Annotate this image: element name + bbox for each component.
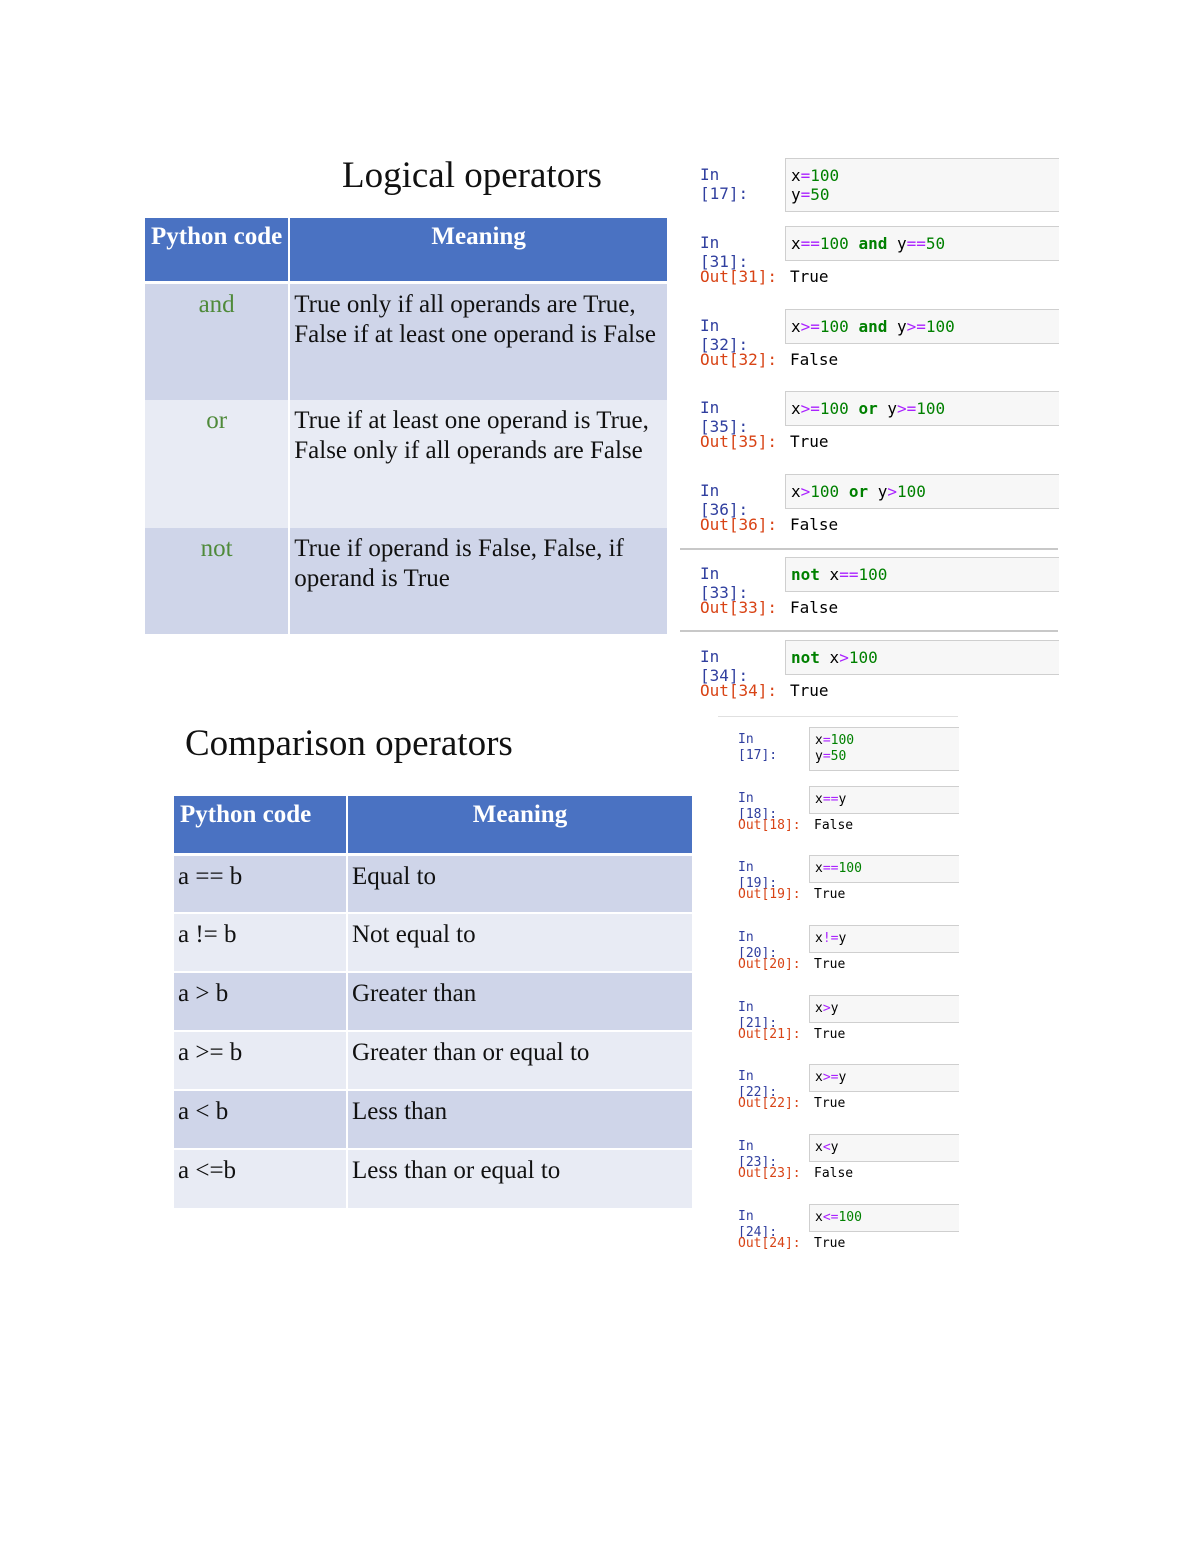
code-input-cell[interactable] — [785, 309, 1059, 344]
comparison-title: Comparison operators — [185, 723, 513, 764]
operator-meaning: Greater than — [347, 972, 692, 1031]
operator-code: a == b — [174, 854, 347, 913]
header-python-code: Python code — [174, 796, 347, 854]
output-value: True — [814, 957, 846, 972]
code-input-cell[interactable] — [809, 1134, 959, 1162]
input-prompt: In [23]: — [738, 1139, 778, 1170]
output-value: True — [814, 1096, 846, 1111]
cell-separator — [680, 630, 1058, 632]
code-input-cell[interactable] — [785, 226, 1059, 261]
output-value: False — [814, 818, 854, 833]
output-prompt: Out[21]: — [738, 1027, 801, 1042]
table-row — [145, 528, 667, 634]
input-prompt: In [35]: — [700, 398, 749, 436]
code-text: x>=100 or y>=100 — [791, 399, 946, 418]
output-prompt: Out[20]: — [738, 957, 801, 972]
input-prompt: In [19]: — [738, 860, 778, 891]
table-row — [174, 1090, 692, 1149]
output-prompt: Out[36]: — [700, 515, 778, 534]
code-text: x>=y — [815, 1070, 847, 1085]
code-text: x==100 — [815, 861, 862, 876]
input-prompt: In [32]: — [700, 316, 749, 354]
output-prompt: Out[32]: — [700, 350, 778, 369]
code-text: not x==100 — [791, 565, 888, 584]
output-prompt: Out[24]: — [738, 1236, 801, 1251]
code-input-cell[interactable] — [785, 391, 1059, 426]
logical-title: Logical operators — [342, 155, 602, 196]
output-value: False — [790, 350, 839, 369]
output-prompt: Out[19]: — [738, 887, 801, 902]
cell-separator — [718, 716, 958, 717]
operator-code: a < b — [174, 1090, 347, 1149]
code-text: x!=y — [815, 931, 847, 946]
input-prompt: In [33]: — [700, 564, 749, 602]
input-prompt: In [20]: — [738, 930, 778, 961]
output-prompt: Out[18]: — [738, 818, 801, 833]
code-text: x=100 y=50 — [791, 166, 840, 204]
input-prompt: In [36]: — [700, 481, 749, 519]
comparison-operators-table — [174, 796, 692, 1208]
code-input-cell[interactable] — [809, 786, 959, 814]
operator-meaning: Equal to — [347, 854, 692, 913]
header-meaning: Meaning — [289, 218, 667, 282]
operator-code: a <=b — [174, 1149, 347, 1208]
code-input-cell[interactable] — [809, 925, 959, 953]
input-prompt: In [22]: — [738, 1069, 778, 1100]
operator-meaning: Less than — [347, 1090, 692, 1149]
code-text: x<y — [815, 1140, 839, 1155]
table-row — [174, 1149, 692, 1208]
operator-meaning: True if at least one operand is True, False only if all operands are False — [289, 400, 667, 528]
output-value: False — [814, 1166, 854, 1181]
output-value: True — [790, 267, 829, 286]
input-prompt: In [17]: — [700, 165, 749, 203]
operator-meaning: Less than or equal to — [347, 1149, 692, 1208]
code-text: x>y — [815, 1001, 839, 1016]
operator-code: not — [145, 528, 289, 634]
output-prompt: Out[23]: — [738, 1166, 801, 1181]
output-value: True — [790, 681, 829, 700]
output-prompt: Out[22]: — [738, 1096, 801, 1111]
table-row — [145, 400, 667, 528]
table-row — [174, 1031, 692, 1090]
operator-meaning: Greater than or equal to — [347, 1031, 692, 1090]
operator-code: a != b — [174, 913, 347, 972]
output-value: True — [814, 887, 846, 902]
code-text: x=100 y=50 — [815, 733, 855, 764]
output-value: True — [790, 432, 829, 451]
code-input-cell[interactable] — [785, 557, 1059, 592]
code-input-cell[interactable] — [785, 640, 1059, 675]
code-text: x==100 and y==50 — [791, 234, 946, 253]
table-row — [174, 972, 692, 1031]
operator-meaning: True if operand is False, False, if operand is True — [289, 528, 667, 634]
output-prompt: Out[31]: — [700, 267, 778, 286]
output-value: False — [790, 515, 839, 534]
code-input-cell[interactable] — [809, 727, 959, 771]
code-input-cell[interactable] — [809, 855, 959, 883]
table-row — [174, 913, 692, 972]
code-text: not x>100 — [791, 648, 878, 667]
header-python-code: Python code — [145, 218, 289, 282]
operator-code: a >= b — [174, 1031, 347, 1090]
input-prompt: In [21]: — [738, 1000, 778, 1031]
output-value: False — [790, 598, 839, 617]
cell-separator — [680, 548, 1058, 550]
operator-meaning: Not equal to — [347, 913, 692, 972]
code-input-cell[interactable] — [785, 158, 1059, 212]
output-prompt: Out[35]: — [700, 432, 778, 451]
output-value: True — [814, 1027, 846, 1042]
operator-code: a > b — [174, 972, 347, 1031]
code-text: x<=100 — [815, 1210, 862, 1225]
operator-code: or — [145, 400, 289, 528]
code-text: x>=100 and y>=100 — [791, 317, 955, 336]
input-prompt: In [24]: — [738, 1209, 778, 1240]
logical-operators-table — [145, 218, 667, 634]
input-prompt: In [17]: — [738, 732, 778, 763]
code-input-cell[interactable] — [785, 474, 1059, 509]
code-text: x>100 or y>100 — [791, 482, 926, 501]
output-prompt: Out[33]: — [700, 598, 778, 617]
output-value: True — [814, 1236, 846, 1251]
header-meaning: Meaning — [347, 796, 692, 854]
output-prompt: Out[34]: — [700, 681, 778, 700]
code-input-cell[interactable] — [809, 1064, 959, 1092]
input-prompt: In [31]: — [700, 233, 749, 271]
table-row — [174, 854, 692, 913]
operator-meaning: True only if all operands are True, False if at least one operand is False — [289, 282, 667, 400]
operator-code: and — [145, 282, 289, 400]
code-input-cell[interactable] — [809, 995, 959, 1023]
table-row — [145, 282, 667, 400]
code-text: x==y — [815, 792, 847, 807]
input-prompt: In [18]: — [738, 791, 778, 822]
input-prompt: In [34]: — [700, 647, 749, 685]
code-input-cell[interactable] — [809, 1204, 959, 1232]
